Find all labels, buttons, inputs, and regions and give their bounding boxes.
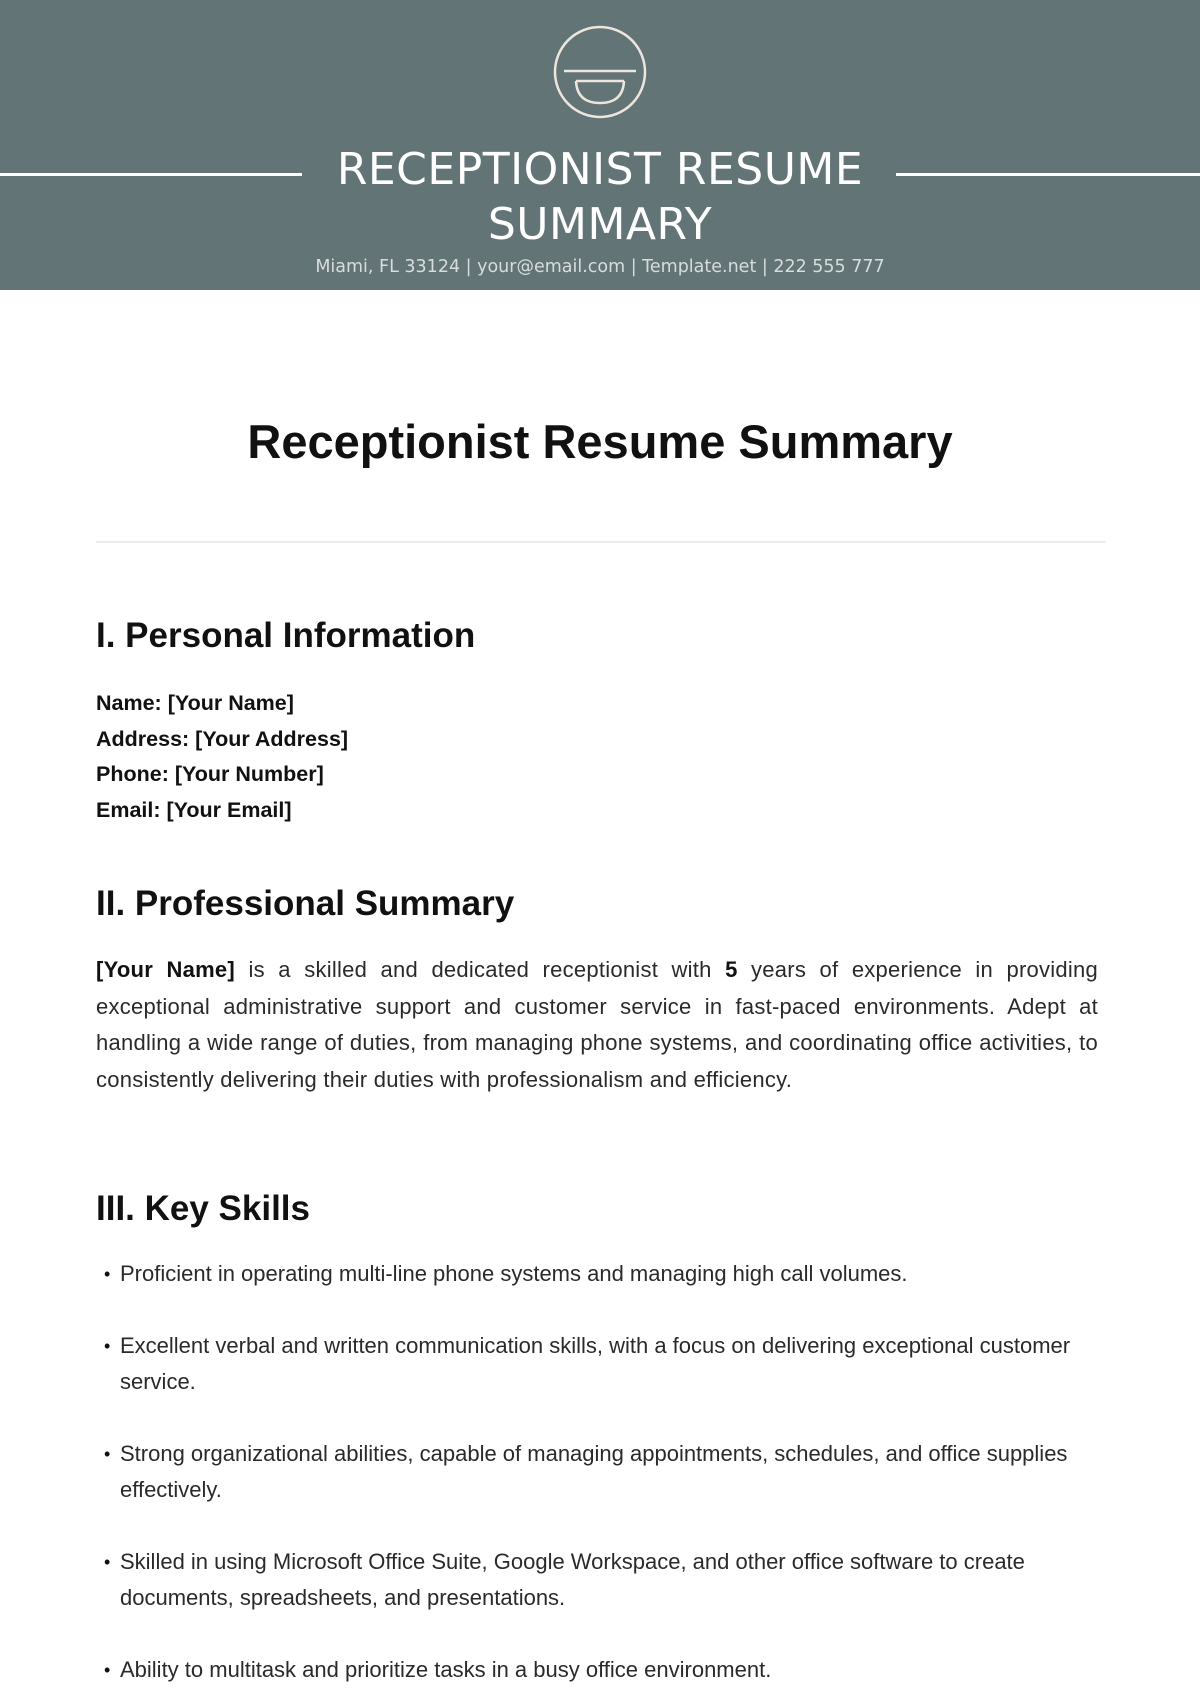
header-contact-line: Miami, FL 33124 | your@email.com | Template.net | 222 555 777 [315, 257, 885, 277]
personal-info-list [96, 686, 696, 828]
skill-text: Strong organizational abilities, capable of managing appointments, schedules, and office supplies effectively. [120, 1441, 1068, 1502]
skill-item [96, 1436, 1086, 1508]
key-skills-list [96, 1256, 1096, 1700]
skill-item [96, 1652, 1086, 1688]
document-title: Receptionist Resume Summary [247, 415, 953, 468]
header-title-line1: RECEPTIONIST RESUME [336, 144, 864, 195]
skill-text: Ability to multitask and prioritize tasks in a busy office environment. [120, 1657, 772, 1682]
skill-text: Excellent verbal and written communication skills, with a focus on delivering exceptional customer service. [120, 1333, 1071, 1394]
header-rule-right [896, 173, 1200, 176]
bullet-icon: • [104, 1444, 111, 1464]
key-skills-heading: III. Key Skills [96, 1189, 310, 1228]
title-divider [96, 541, 1106, 543]
skill-item [96, 1544, 1086, 1616]
header-banner [0, 0, 1200, 290]
summary-text-part2: years of experience in providing exceptional administrative support and customer service in fast-paced environments. Adept at handling a wide range of duties, from managing phone systems, and coordinating office activities, to consistently delivering their duties with professionalism and efficiency. [96, 957, 1098, 1092]
skill-text: Proficient in operating multi-line phone systems and managing high call volumes. [120, 1261, 908, 1286]
professional-summary-paragraph [96, 952, 1098, 1098]
skill-text: Skilled in using Microsoft Office Suite, Google Workspace, and other office software to create documents, spreadsheets, and presentations. [120, 1549, 1025, 1610]
info-email: Email: [Your Email] [96, 797, 292, 822]
skill-item [96, 1256, 1086, 1292]
professional-summary-heading: II. Professional Summary [96, 884, 515, 923]
header-title [300, 142, 900, 252]
info-phone: Phone: [Your Number] [96, 762, 324, 786]
bullet-icon: • [104, 1552, 111, 1572]
skill-item [96, 1328, 1086, 1400]
summary-name-placeholder: [Your Name] [96, 957, 235, 982]
header-rule-left [0, 173, 302, 176]
info-address: Address: [Your Address] [96, 726, 349, 751]
bullet-icon: • [104, 1264, 111, 1284]
bullet-icon: • [104, 1660, 111, 1680]
bowl-in-circle-icon [552, 24, 648, 120]
personal-info-heading: I. Personal Information [96, 616, 476, 655]
summary-years: 5 [725, 957, 738, 982]
summary-text-part1: is a skilled and dedicated receptionist with [235, 957, 726, 982]
bullet-icon: • [104, 1336, 111, 1356]
header-title-line2: SUMMARY [487, 199, 713, 250]
info-name: Name: [Your Name] [96, 691, 294, 715]
